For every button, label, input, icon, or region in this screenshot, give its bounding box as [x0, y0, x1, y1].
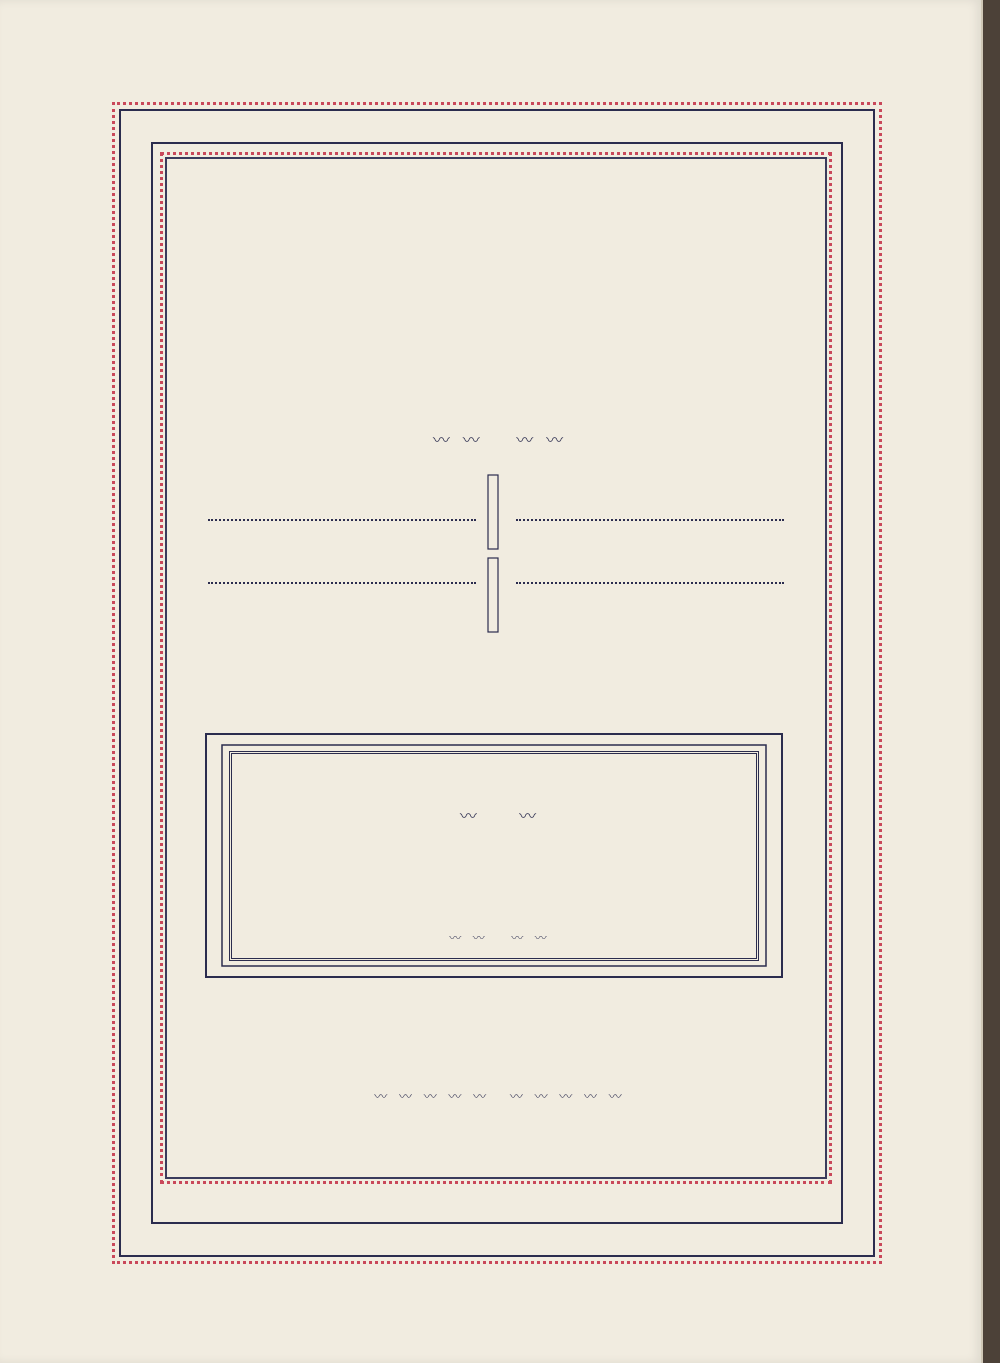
- scroll-ornament-icon: 〰 〰: [432, 431, 484, 451]
- portrait-note-line: [0, 929, 1000, 946]
- scroll-ornament-icon: 〰 〰: [516, 431, 568, 451]
- list-separator: [208, 582, 476, 587]
- center-divider: [490, 474, 498, 632]
- inner-dark-border: [165, 157, 827, 1179]
- scroll-ornament-icon: 〰: [459, 807, 481, 827]
- muster-line: [0, 1086, 1000, 1105]
- list-separator: [516, 519, 784, 524]
- list-separator: [208, 519, 476, 524]
- subline: [0, 426, 1000, 451]
- trauer-title-line: [0, 790, 1000, 831]
- list-separator: [516, 582, 784, 587]
- scroll-ornament-icon: 〰 〰: [449, 931, 489, 945]
- scroll-ornament-icon: 〰 〰: [511, 931, 551, 945]
- scroll-ornament-icon: 〰 〰 〰 〰 〰: [374, 1090, 491, 1105]
- scroll-ornament-icon: 〰: [519, 807, 541, 827]
- scroll-ornament-icon: 〰 〰 〰 〰 〰: [509, 1090, 626, 1105]
